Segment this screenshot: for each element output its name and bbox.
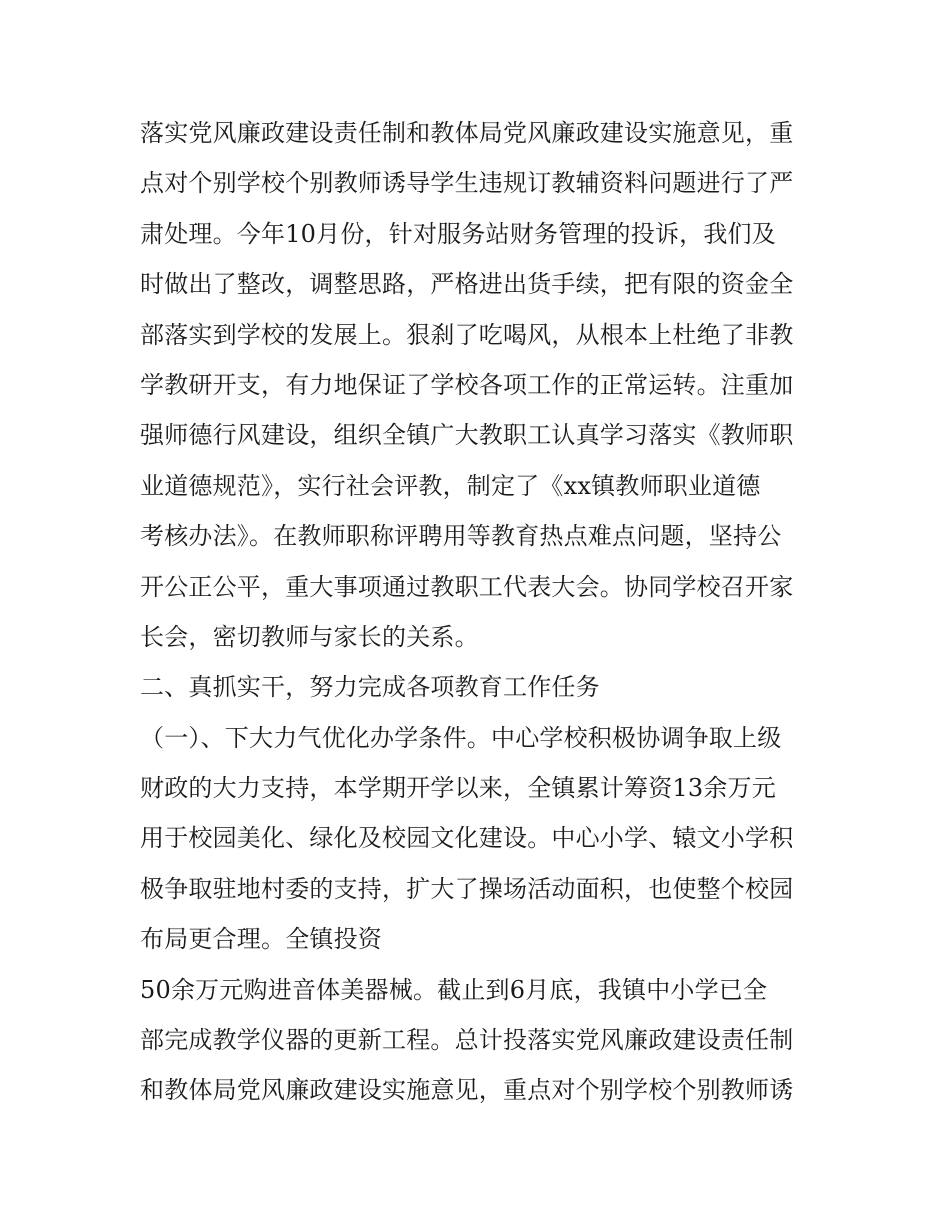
text-line: 业道德规范》，实行社会评教，制定了《xx镇教师职业道德 xyxy=(140,471,761,500)
text-line: 和教体局党风廉政建设实施意见，重点对个别学校个别教师诱 xyxy=(140,1076,794,1105)
text-line: 财政的大力支持，本学期开学以来，全镇累计筹资13余万元 xyxy=(140,774,776,803)
text-line: 学教研开支，有力地保证了学校各项工作的正常运转。注重加 xyxy=(140,370,794,399)
document-body xyxy=(140,108,820,1116)
text-line: 用于校园美化、绿化及校园文化建设。中心小学、辕文小学积 xyxy=(140,824,794,853)
text-line: 落实党风廉政建设责任制和教体局党风廉政建设实施意见，重 xyxy=(140,119,794,147)
text-line: 开公正公平，重大事项通过教职工代表大会。协同学校召开家 xyxy=(140,572,794,601)
text-line: 极争取驻地村委的支持，扩大了操场活动面积，也使整个校园 xyxy=(140,874,794,903)
text-line: （一）、下大力气优化办学条件。中心学校积极协调争取上级 xyxy=(140,723,782,752)
text-line: 布局更合理。全镇投资 xyxy=(140,925,382,954)
text-line: 肃处理。今年10月份，针对服务站财务管理的投诉，我们及 xyxy=(140,219,776,248)
text-line: 时做出了整改，调整思路，严格进出货手续，把有限的资金全 xyxy=(140,270,794,299)
text-line: 考核办法》。在教师职称评聘用等教育热点难点问题，坚持公 xyxy=(140,522,782,551)
section-heading: 二、真抓实干，努力完成各项教育工作任务 xyxy=(140,673,600,702)
text-line: 部完成教学仪器的更新工程。总计投落实党风廉政建设责任制 xyxy=(140,1026,794,1055)
text-line: 点对个别学校个别教师诱导学生违规订教辅资料问题进行了严 xyxy=(140,169,794,198)
text-line: 50余万元购进音体美器械。截止到6月底，我镇中小学已全 xyxy=(140,975,768,1004)
text-line: 部落实到学校的发展上。狠刹了吃喝风，从根本上杜绝了非教 xyxy=(140,320,794,349)
text-line: 长会，密切教师与家长的关系。 xyxy=(140,622,479,651)
text-line: 强师德行风建设，组织全镇广大教职工认真学习落实《教师职 xyxy=(140,421,794,450)
